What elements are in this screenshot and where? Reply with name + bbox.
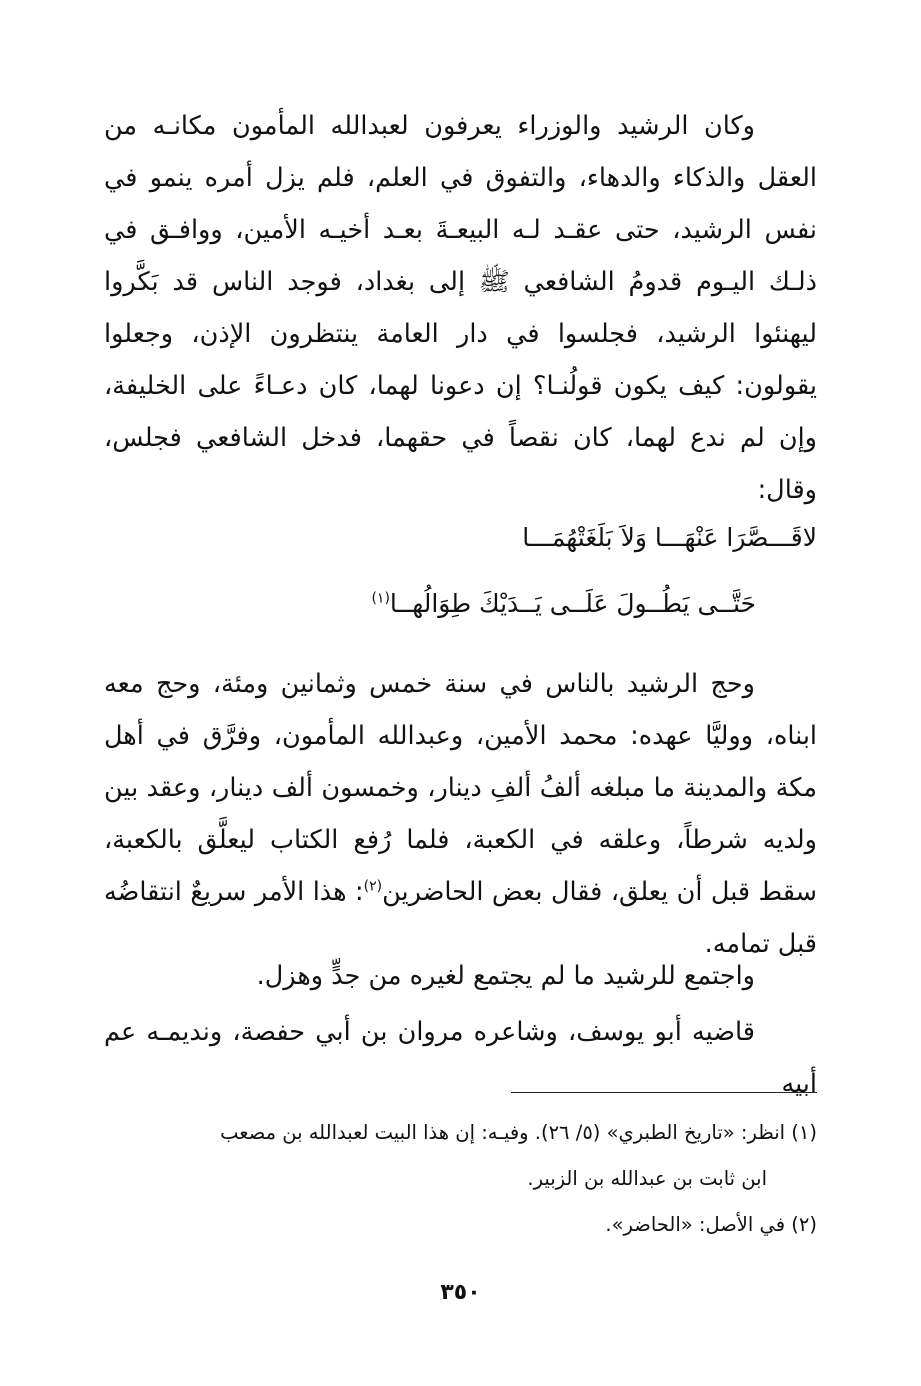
paragraph-2	[104, 658, 817, 970]
footnote-separator	[511, 1092, 817, 1093]
verse-second-text: حَتَّــى يَطُــولَ عَلَــى يَــدَيْكَ طِوَالُهــا	[389, 589, 756, 618]
main-text-block	[104, 100, 817, 516]
footnote-1-continuation: ابن ثابت بن عبدالله بن الزبير.	[527, 1167, 767, 1190]
verse-first-text: لاقَـــصَّرَا عَنْهَـــا وَلاَ بَلَغَتْهُمَـــا	[522, 523, 817, 552]
verse-first-hemistich	[522, 518, 817, 558]
footnote-1-number: (١)	[791, 1121, 817, 1144]
footnotes-section	[104, 1110, 817, 1248]
paragraph-3: واجتمع للرشيد ما لم يجتمع لغيره من جدٍّ وهزل.	[256, 961, 755, 991]
paragraph-4: قاضيه أبو يوسف، وشاعره مروان بن أبي حفصة، ونديمـه عم أبيه	[104, 1017, 817, 1099]
footnote-1	[104, 1110, 817, 1156]
paragraph-2-text: وحج الرشيد بالناس في سنة خمس وثمانين ومئة، وحج معه ابناه، ووليَّا عهده: محمد الأمين، وعبدالله المأمون، وفرَّق في أهل مكة والمدينة ما مبلغه ألفُ ألفِ دينار، وخمسون ألف دينار، وعقد بين ولديه شرطاً، وعلقه في الكعبة، فلما رُفع الكتاب ليعلَّق بالكعبة، سقط قبل أن يعلق، فقال بعض الحاضرين	[104, 669, 817, 907]
verse-second-hemistich	[371, 584, 756, 624]
paragraph-1: وكان الرشيد والوزراء يعرفون لعبدالله المأمون مكانـه من العقل والذكاء والدهاء، والتفوق في العلم، فلم يزل أمره ينمو في نفس الرشيد، حتى عقـد لـه البيعـةَ بعـد أخيـه الأمين، ووافـق في ذلـك اليـوم قدومُ الشافعي ﷺ إلى بغداد، فوجد الناس قد بَكَّروا ليهنئوا الرشيد، فجلسوا في دار العامة ينتظرون الإذن، وجعلوا يقولون: كيف يكون قولُنـا؟ إن دعونا لهما، كان دعـاءً على الخليفة، وإن لم ندع لهما، كان نقصاً في حقهما، فدخل الشافعي فجلس، وقال:	[104, 111, 817, 505]
footnote-2-number: (٢)	[791, 1213, 817, 1236]
paragraph-2-tail: : هذا الأمر سريعٌ انتقاضُه قبل تمامه.	[104, 877, 817, 959]
footnote-2	[104, 1202, 817, 1248]
footnote-1-text: انظر: «تاريخ الطبري» (٥/ ٢٦). وفيـه: إن هذا البيت لعبدالله بن مصعب	[220, 1121, 786, 1144]
footnote-2-text: في الأصل: «الحاضر».	[605, 1213, 786, 1236]
footnote-marker-1[interactable]: (١)	[371, 590, 390, 607]
page-number: ٣٥٠	[440, 1280, 481, 1305]
footnote-marker-2[interactable]: (٢)	[363, 878, 383, 895]
